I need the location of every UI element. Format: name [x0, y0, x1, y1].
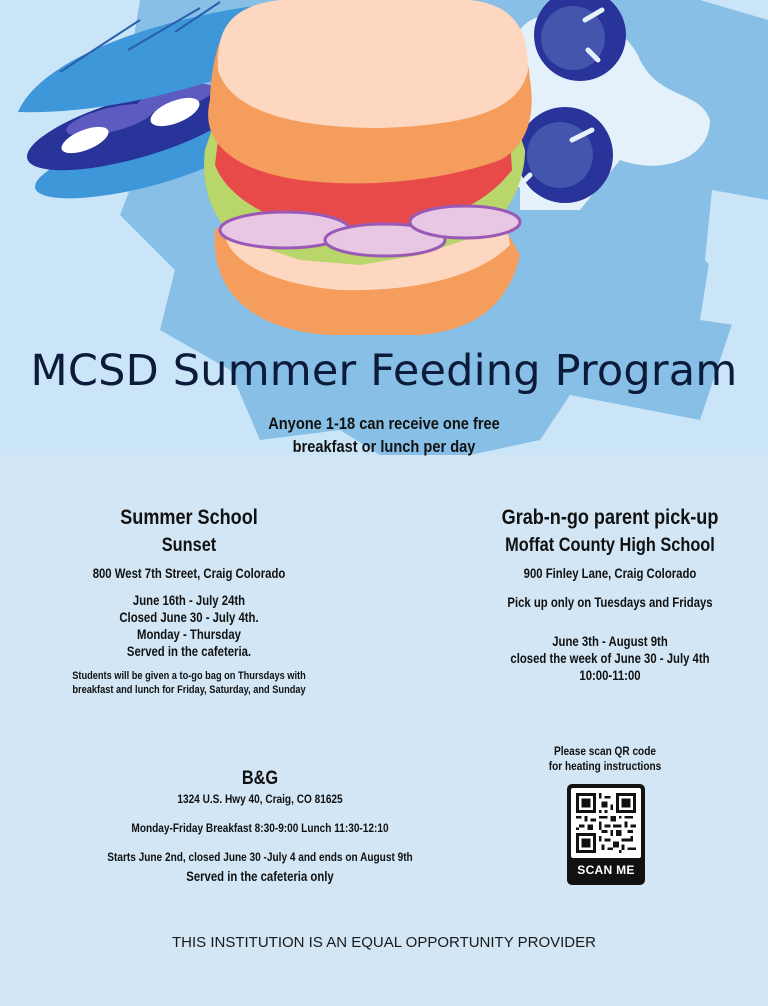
- qr-code-icon: [576, 793, 636, 853]
- grab-n-go-pickup-days: Pick up only on Tuesdays and Fridays: [507, 595, 713, 610]
- scan-me-label: SCAN ME: [577, 863, 635, 877]
- grab-n-go-address: 900 Finley Lane, Craig Colorado: [523, 566, 697, 581]
- summer-school-heading: Summer School: [120, 506, 258, 529]
- grab-n-go-section: [470, 506, 750, 684]
- qr-prompt-line-2: for heating instructions: [548, 759, 662, 773]
- bg-site-schedule: Starts June 2nd, closed June 30 -July 4 and ends on August 9th: [107, 850, 413, 864]
- grab-n-go-dates: June 3th - August 9th: [552, 634, 668, 649]
- sandwich-icon: [204, 0, 532, 335]
- grab-n-go-site: Moffat County High School: [505, 535, 715, 556]
- bg-site-served: Served in the cafeteria only: [186, 869, 334, 884]
- eligibility-statement: [54, 412, 714, 458]
- summer-school-closed: Closed June 30 - July 4th.: [119, 610, 259, 625]
- grab-n-go-closed: closed the week of June 30 - July 4th: [510, 651, 710, 666]
- summer-school-days: Monday - Thursday: [137, 627, 241, 642]
- grab-n-go-hours: 10:00-11:00: [579, 668, 641, 683]
- qr-prompt: [500, 744, 710, 774]
- bg-site-heading: B&G: [241, 768, 279, 789]
- bg-site-section: [60, 768, 460, 885]
- eligibility-line-2: breakfast or lunch per day: [292, 437, 476, 456]
- qr-prompt-line-1: Please scan QR code: [554, 744, 656, 758]
- summer-school-note-line-1: Students will be given a to-go bag on Thursdays with: [72, 670, 306, 682]
- bg-site-hours: Monday-Friday Breakfast 8:30-9:00 Lunch 11:30-12:10: [131, 821, 389, 835]
- equal-opportunity-statement: THIS INSTITUTION IS AN EQUAL OPPORTUNITY PROVIDER: [172, 934, 596, 951]
- summer-school-note-line-2: breakfast and lunch for Friday, Saturday, and Sunday: [72, 684, 306, 696]
- summer-school-served: Served in the cafeteria.: [126, 644, 252, 659]
- summer-school-dates: June 16th - July 24th: [132, 593, 246, 608]
- page-title: MCSD Summer Feeding Program: [30, 346, 738, 396]
- qr-code[interactable]: [567, 784, 645, 885]
- summer-school-section: [30, 506, 348, 697]
- eligibility-line-1: Anyone 1-18 can receive one free: [268, 414, 500, 433]
- summer-school-address: 800 West 7th Street, Craig Colorado: [92, 566, 286, 581]
- grab-n-go-heading: Grab-n-go parent pick-up: [501, 506, 719, 529]
- summer-school-site: Sunset: [161, 535, 217, 556]
- bg-site-address: 1324 U.S. Hwy 40, Craig, CO 81625: [177, 792, 343, 806]
